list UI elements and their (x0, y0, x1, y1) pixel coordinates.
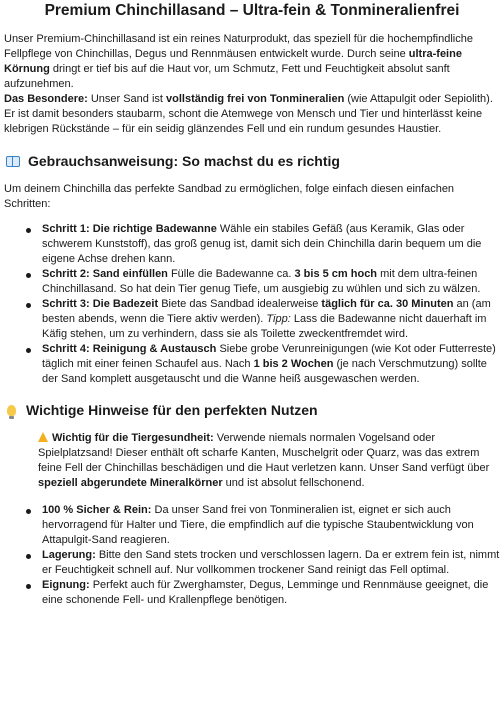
step-label: Schritt 1: Die richtige Badewanne (42, 223, 217, 235)
intro-paragraph-1 (4, 32, 500, 92)
lightbulb-icon (7, 405, 16, 416)
book-icon (6, 156, 20, 167)
warning-label: Wichtig für die Tiergesundheit: (52, 432, 214, 444)
warning-emphasis: speziell abgerundete Mineralkörner (38, 477, 223, 489)
intro-text: Unser Sand ist (87, 93, 167, 105)
notes-list (4, 503, 500, 608)
step-text: Lass die Badewanne nicht dauerhaft im Käfig stehen, um zu verhindern, dass sie als Toilette zweckentfremdet wird. (42, 313, 487, 340)
list-item (4, 503, 500, 548)
step-text: mit dem ultra-feinen Chinchillasand. So hat dein Tier genug Tiefe, um ausgiebig zu wühlen und sich zu wälzen. (42, 268, 481, 295)
list-item (4, 342, 500, 387)
intro-section (4, 32, 500, 137)
step-text: an (am besten abends, wenn die Tiere aktiv werden). (42, 298, 491, 325)
step-text: Siebe grobe Verunreinigungen (wie Kot oder Futterreste) täglich mit einer feinen Schaufel aus. Nach (42, 343, 496, 370)
intro-emphasis: Das Besondere: (4, 93, 88, 105)
step-tip: Tipp: (266, 313, 291, 325)
step-emphasis: 3 bis 5 cm hoch (294, 268, 378, 280)
note-text: Da unser Sand frei von Tonmineralien ist, eignet er sich auch hervorragend für Halter und Tiere, die empfindlich auf die typische Staubentwicklung von Attapulgit-Sand reagieren. (42, 504, 474, 546)
step-label: Schritt 4: Reinigung & Austausch (42, 343, 217, 355)
instructions-heading-text: Gebrauchsanweisung: So machst du es richtig (28, 153, 340, 169)
step-label: Schritt 3: Die Badezeit (42, 298, 159, 310)
list-item (4, 548, 500, 578)
warning-text: Verwende niemals normalen Vogelsand oder Spielplatzsand! Dieser enthält oft scharfe Kanten, Muschelgrit oder Quarz, was das extrem feine Fell der Chinchillas beschädigen und die Haut verletzen kann. Unser Sand verfügt über (38, 432, 490, 474)
warning-icon (38, 432, 48, 442)
intro-emphasis: vollständig frei von Tonmineralien (166, 93, 345, 105)
step-text: (je nach Verschmutzung) sollte der Sand komplett ausgetauscht und die Wanne heiß ausgewaschen werden. (42, 358, 487, 385)
step-text: Fülle die Badewanne ca. (167, 268, 295, 280)
step-label: Schritt 2: Sand einfüllen (42, 268, 168, 280)
step-emphasis: täglich für ca. 30 Minuten (321, 298, 454, 310)
list-item (4, 222, 500, 267)
list-item (4, 578, 500, 608)
intro-paragraph-2 (4, 92, 500, 137)
instructions-lead: Um deinem Chinchilla das perfekte Sandbad zu ermöglichen, folge einfach diesen einfachen Schritten: (4, 183, 455, 210)
intro-emphasis: ultra-feine Körnung (4, 48, 462, 75)
warning-paragraph (4, 431, 500, 491)
step-text: Biete das Sandbad idealerweise (158, 298, 322, 310)
intro-text: Unser Premium-Chinchillasand ist ein reines Naturprodukt, das speziell für die hochempfindliche Fellpflege von Chinchillas, Degus und Rennmäusen entwickelt wurde. Durch seine (4, 33, 473, 60)
intro-text: dringt er tief bis auf die Haut vor, um Schmutz, Fett und Feuchtigkeit absolut sanft aufzunehmen. (4, 63, 450, 90)
page-title: Premium Chinchillasand – Ultra-fein & Tonmineralienfrei (44, 2, 460, 19)
notes-heading (4, 401, 500, 419)
steps-list (4, 222, 500, 387)
list-item (4, 267, 500, 297)
step-emphasis: 1 bis 2 Wochen (253, 358, 334, 370)
intro-text: (wie Attapulgit oder Sepiolith). Er ist damit besonders staubarm, schont die Atemwege von Mensch und Tier und hinterlässt keine klebrigen Rückstände – für ein seidig glänzendes Fell und ein rundum gesundes Haustier. (4, 93, 493, 135)
step-text: Wähle ein stabiles Gefäß (aus Keramik, Glas oder schwerem Kunststoff), das groß genug ist, damit sich dein Chinchilla darin bequem um die eigene Achse drehen kann. (42, 223, 482, 265)
note-text: Perfekt auch für Zwerghamster, Degus, Lemminge und Rennmäuse geeignet, die eine schonende Fell- und Krallenpflege benötigen. (42, 579, 489, 606)
note-text: Bitte den Sand stets trocken und verschlossen lagern. Da er extrem fein ist, nimmt er Feuchtigkeit schnell auf. Nur vollkommen trockener Sand reinigt das Fell optimal. (42, 549, 500, 576)
notes-heading-text: Wichtige Hinweise für den perfekten Nutzen (26, 402, 318, 418)
warning-text: und ist absolut fellschonend. (222, 477, 365, 489)
list-item (4, 297, 500, 342)
instructions-heading (4, 152, 500, 170)
note-label: 100 % Sicher & Rein: (42, 504, 152, 516)
note-label: Lagerung: (42, 549, 96, 561)
note-label: Eignung: (42, 579, 90, 591)
